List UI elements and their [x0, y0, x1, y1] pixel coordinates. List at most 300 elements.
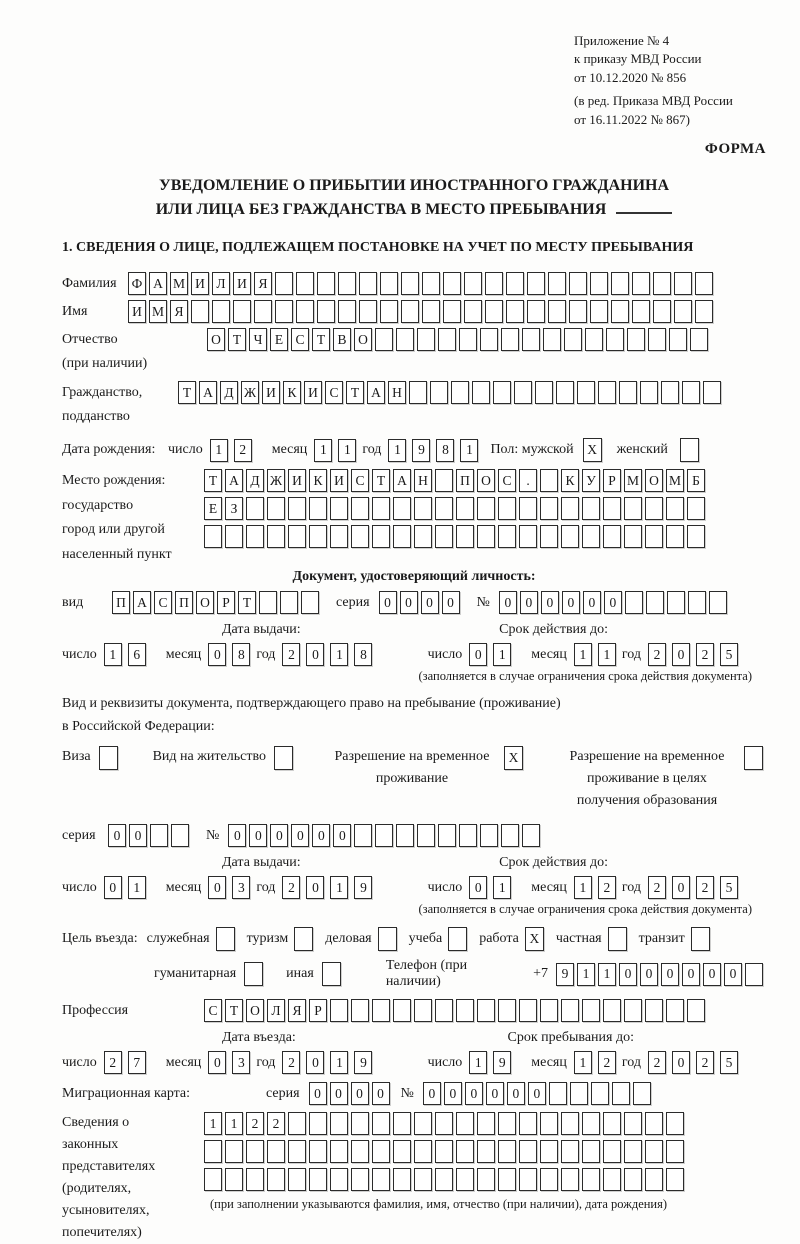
char-cell[interactable]	[401, 300, 419, 323]
char-cell[interactable]: 2	[598, 876, 616, 899]
char-cell[interactable]: 3	[232, 876, 250, 899]
char-cell[interactable]: Т	[238, 591, 256, 614]
char-cell[interactable]	[527, 300, 545, 323]
char-cell[interactable]: 0	[672, 1051, 690, 1074]
char-cell[interactable]: 2	[104, 1051, 122, 1074]
char-cell[interactable]: Ж	[241, 381, 259, 404]
char-cell[interactable]	[254, 300, 272, 323]
char-cell[interactable]	[519, 999, 537, 1022]
char-cell[interactable]	[548, 300, 566, 323]
char-cell[interactable]	[396, 824, 414, 847]
char-cell[interactable]: 0	[469, 643, 487, 666]
char-cell[interactable]	[703, 381, 721, 404]
char-cell[interactable]	[246, 1168, 264, 1191]
char-cell[interactable]	[422, 300, 440, 323]
char-cell[interactable]: 0	[208, 1051, 226, 1074]
char-cell[interactable]	[393, 497, 411, 520]
char-cell[interactable]	[414, 525, 432, 548]
char-cell[interactable]	[171, 824, 189, 847]
char-cell[interactable]: К	[561, 469, 579, 492]
char-cell[interactable]	[603, 497, 621, 520]
char-cell[interactable]	[624, 525, 642, 548]
char-cell[interactable]	[430, 381, 448, 404]
char-cell[interactable]: Т	[178, 381, 196, 404]
char-cell[interactable]: А	[133, 591, 151, 614]
char-cell[interactable]: К	[283, 381, 301, 404]
char-cell[interactable]: 0	[400, 591, 418, 614]
char-cell[interactable]: О	[354, 328, 372, 351]
char-cell[interactable]: 2	[282, 1051, 300, 1074]
char-cell[interactable]	[591, 1082, 609, 1105]
char-cell[interactable]	[585, 328, 603, 351]
char-cell[interactable]: 2	[282, 643, 300, 666]
char-cell[interactable]	[393, 999, 411, 1022]
char-cell[interactable]	[375, 824, 393, 847]
char-cell[interactable]	[414, 497, 432, 520]
char-cell[interactable]	[519, 497, 537, 520]
char-cell[interactable]: Д	[220, 381, 238, 404]
char-cell[interactable]	[582, 1140, 600, 1163]
char-cell[interactable]: 0	[486, 1082, 504, 1105]
char-cell[interactable]	[640, 381, 658, 404]
char-cell[interactable]	[687, 999, 705, 1022]
char-cell[interactable]: А	[149, 272, 167, 295]
char-cell[interactable]	[687, 497, 705, 520]
purpose-private-checkbox[interactable]	[608, 927, 627, 951]
char-cell[interactable]	[669, 328, 687, 351]
char-cell[interactable]	[288, 1112, 306, 1135]
char-cell[interactable]: 1	[574, 1051, 592, 1074]
char-cell[interactable]: 7	[128, 1051, 146, 1074]
char-cell[interactable]	[695, 300, 713, 323]
char-cell[interactable]	[646, 591, 664, 614]
char-cell[interactable]	[267, 525, 285, 548]
char-cell[interactable]: А	[225, 469, 243, 492]
char-cell[interactable]	[459, 328, 477, 351]
char-cell[interactable]: Р	[603, 469, 621, 492]
char-cell[interactable]: 0	[330, 1082, 348, 1105]
char-cell[interactable]	[519, 1140, 537, 1163]
char-cell[interactable]: 8	[232, 643, 250, 666]
char-cell[interactable]	[330, 525, 348, 548]
char-cell[interactable]	[666, 497, 684, 520]
purpose-tourism-checkbox[interactable]	[294, 927, 313, 951]
char-cell[interactable]	[661, 381, 679, 404]
char-cell[interactable]	[150, 824, 168, 847]
char-cell[interactable]	[674, 272, 692, 295]
char-cell[interactable]	[506, 300, 524, 323]
char-cell[interactable]: 0	[421, 591, 439, 614]
char-cell[interactable]	[480, 824, 498, 847]
char-cell[interactable]: С	[291, 328, 309, 351]
char-cell[interactable]	[359, 300, 377, 323]
char-cell[interactable]: 1	[388, 439, 406, 462]
char-cell[interactable]	[611, 300, 629, 323]
char-cell[interactable]	[556, 381, 574, 404]
char-cell[interactable]	[414, 1168, 432, 1191]
residence-permit-checkbox[interactable]	[274, 746, 293, 770]
char-cell[interactable]	[561, 1112, 579, 1135]
char-cell[interactable]: 5	[720, 1051, 738, 1074]
char-cell[interactable]: О	[246, 999, 264, 1022]
char-cell[interactable]	[535, 381, 553, 404]
char-cell[interactable]: 2	[696, 876, 714, 899]
char-cell[interactable]: 0	[104, 876, 122, 899]
char-cell[interactable]: 0	[129, 824, 147, 847]
char-cell[interactable]	[372, 1140, 390, 1163]
char-cell[interactable]: 1	[225, 1112, 243, 1135]
char-cell[interactable]	[603, 1140, 621, 1163]
char-cell[interactable]	[309, 525, 327, 548]
char-cell[interactable]: 0	[541, 591, 559, 614]
char-cell[interactable]	[204, 525, 222, 548]
char-cell[interactable]: 0	[640, 963, 658, 986]
char-cell[interactable]: С	[498, 469, 516, 492]
char-cell[interactable]: И	[330, 469, 348, 492]
char-cell[interactable]: 1	[128, 876, 146, 899]
char-cell[interactable]	[456, 525, 474, 548]
char-cell[interactable]	[570, 1082, 588, 1105]
char-cell[interactable]: 1	[598, 643, 616, 666]
purpose-humanitarian-checkbox[interactable]	[244, 962, 263, 986]
char-cell[interactable]	[632, 300, 650, 323]
char-cell[interactable]	[519, 1112, 537, 1135]
char-cell[interactable]	[435, 1112, 453, 1135]
char-cell[interactable]	[414, 1112, 432, 1135]
char-cell[interactable]	[246, 525, 264, 548]
char-cell[interactable]: 1	[460, 439, 478, 462]
char-cell[interactable]	[288, 1168, 306, 1191]
char-cell[interactable]: Т	[346, 381, 364, 404]
char-cell[interactable]	[443, 300, 461, 323]
char-cell[interactable]	[380, 272, 398, 295]
char-cell[interactable]: 9	[493, 1051, 511, 1074]
char-cell[interactable]	[690, 328, 708, 351]
char-cell[interactable]	[401, 272, 419, 295]
char-cell[interactable]: 0	[306, 1051, 324, 1074]
char-cell[interactable]	[477, 1168, 495, 1191]
char-cell[interactable]: 0	[499, 591, 517, 614]
char-cell[interactable]: А	[367, 381, 385, 404]
char-cell[interactable]	[301, 591, 319, 614]
char-cell[interactable]	[561, 525, 579, 548]
char-cell[interactable]	[351, 1168, 369, 1191]
char-cell[interactable]	[451, 381, 469, 404]
char-cell[interactable]	[414, 999, 432, 1022]
char-cell[interactable]	[480, 328, 498, 351]
char-cell[interactable]: 2	[696, 1051, 714, 1074]
char-cell[interactable]	[645, 1140, 663, 1163]
char-cell[interactable]	[456, 1140, 474, 1163]
char-cell[interactable]	[633, 1082, 651, 1105]
char-cell[interactable]: 2	[282, 876, 300, 899]
char-cell[interactable]	[456, 1168, 474, 1191]
char-cell[interactable]	[233, 300, 251, 323]
char-cell[interactable]	[464, 300, 482, 323]
char-cell[interactable]	[645, 1112, 663, 1135]
char-cell[interactable]	[645, 1168, 663, 1191]
char-cell[interactable]: 1	[204, 1112, 222, 1135]
purpose-other-checkbox[interactable]	[322, 962, 341, 986]
char-cell[interactable]	[396, 328, 414, 351]
char-cell[interactable]	[435, 469, 453, 492]
char-cell[interactable]: 9	[556, 963, 574, 986]
char-cell[interactable]	[582, 1112, 600, 1135]
char-cell[interactable]	[624, 497, 642, 520]
char-cell[interactable]: 2	[648, 643, 666, 666]
char-cell[interactable]: 0	[604, 591, 622, 614]
char-cell[interactable]: О	[196, 591, 214, 614]
char-cell[interactable]	[372, 525, 390, 548]
char-cell[interactable]	[393, 525, 411, 548]
char-cell[interactable]	[569, 272, 587, 295]
char-cell[interactable]: 0	[208, 876, 226, 899]
char-cell[interactable]	[372, 1168, 390, 1191]
char-cell[interactable]	[267, 497, 285, 520]
char-cell[interactable]: М	[666, 469, 684, 492]
char-cell[interactable]	[317, 272, 335, 295]
char-cell[interactable]	[666, 999, 684, 1022]
char-cell[interactable]: 0	[309, 1082, 327, 1105]
char-cell[interactable]: 1	[493, 876, 511, 899]
char-cell[interactable]	[606, 328, 624, 351]
char-cell[interactable]: 1	[577, 963, 595, 986]
char-cell[interactable]: 2	[246, 1112, 264, 1135]
temp-residence-checkbox[interactable]: X	[504, 746, 523, 770]
char-cell[interactable]	[582, 497, 600, 520]
char-cell[interactable]	[501, 328, 519, 351]
char-cell[interactable]: Т	[228, 328, 246, 351]
char-cell[interactable]	[498, 497, 516, 520]
char-cell[interactable]: 0	[372, 1082, 390, 1105]
char-cell[interactable]	[695, 272, 713, 295]
char-cell[interactable]: И	[304, 381, 322, 404]
char-cell[interactable]	[648, 328, 666, 351]
char-cell[interactable]	[456, 497, 474, 520]
char-cell[interactable]	[519, 525, 537, 548]
char-cell[interactable]: 0	[562, 591, 580, 614]
char-cell[interactable]	[603, 1112, 621, 1135]
char-cell[interactable]: И	[262, 381, 280, 404]
char-cell[interactable]: Ж	[267, 469, 285, 492]
char-cell[interactable]	[674, 300, 692, 323]
char-cell[interactable]	[477, 525, 495, 548]
char-cell[interactable]: 0	[469, 876, 487, 899]
char-cell[interactable]	[246, 497, 264, 520]
char-cell[interactable]: 0	[306, 643, 324, 666]
char-cell[interactable]	[682, 381, 700, 404]
char-cell[interactable]	[493, 381, 511, 404]
char-cell[interactable]	[472, 381, 490, 404]
char-cell[interactable]	[485, 272, 503, 295]
char-cell[interactable]	[191, 300, 209, 323]
char-cell[interactable]: 9	[412, 439, 430, 462]
char-cell[interactable]	[459, 824, 477, 847]
char-cell[interactable]	[330, 1140, 348, 1163]
char-cell[interactable]	[309, 1168, 327, 1191]
char-cell[interactable]	[582, 999, 600, 1022]
purpose-transit-checkbox[interactable]	[691, 927, 710, 951]
char-cell[interactable]: 9	[354, 1051, 372, 1074]
char-cell[interactable]	[212, 300, 230, 323]
char-cell[interactable]	[645, 999, 663, 1022]
char-cell[interactable]	[330, 999, 348, 1022]
char-cell[interactable]	[354, 824, 372, 847]
char-cell[interactable]	[309, 1112, 327, 1135]
char-cell[interactable]: 0	[442, 591, 460, 614]
char-cell[interactable]	[709, 591, 727, 614]
char-cell[interactable]	[485, 300, 503, 323]
char-cell[interactable]	[267, 1140, 285, 1163]
char-cell[interactable]: Е	[270, 328, 288, 351]
char-cell[interactable]: 0	[306, 876, 324, 899]
char-cell[interactable]: Л	[267, 999, 285, 1022]
char-cell[interactable]	[351, 497, 369, 520]
char-cell[interactable]	[225, 525, 243, 548]
char-cell[interactable]	[653, 300, 671, 323]
char-cell[interactable]	[582, 1168, 600, 1191]
char-cell[interactable]: М	[149, 300, 167, 323]
char-cell[interactable]	[288, 1140, 306, 1163]
char-cell[interactable]	[498, 1112, 516, 1135]
char-cell[interactable]: М	[624, 469, 642, 492]
char-cell[interactable]: Т	[372, 469, 390, 492]
char-cell[interactable]	[561, 497, 579, 520]
char-cell[interactable]: .	[519, 469, 537, 492]
char-cell[interactable]: 1	[493, 643, 511, 666]
char-cell[interactable]	[309, 497, 327, 520]
purpose-work-checkbox[interactable]: X	[525, 927, 544, 951]
char-cell[interactable]	[477, 999, 495, 1022]
char-cell[interactable]: И	[288, 469, 306, 492]
char-cell[interactable]: 0	[423, 1082, 441, 1105]
char-cell[interactable]	[317, 300, 335, 323]
char-cell[interactable]	[540, 1112, 558, 1135]
char-cell[interactable]	[330, 497, 348, 520]
char-cell[interactable]: 1	[330, 876, 348, 899]
char-cell[interactable]	[296, 300, 314, 323]
char-cell[interactable]: 0	[520, 591, 538, 614]
char-cell[interactable]	[288, 497, 306, 520]
char-cell[interactable]	[393, 1140, 411, 1163]
char-cell[interactable]: Л	[212, 272, 230, 295]
char-cell[interactable]	[625, 591, 643, 614]
char-cell[interactable]	[514, 381, 532, 404]
char-cell[interactable]: 0	[208, 643, 226, 666]
char-cell[interactable]	[577, 381, 595, 404]
char-cell[interactable]	[351, 1112, 369, 1135]
char-cell[interactable]	[288, 525, 306, 548]
char-cell[interactable]	[275, 300, 293, 323]
char-cell[interactable]	[225, 1168, 243, 1191]
char-cell[interactable]: Ч	[249, 328, 267, 351]
char-cell[interactable]: 0	[291, 824, 309, 847]
char-cell[interactable]	[745, 963, 763, 986]
char-cell[interactable]	[351, 1140, 369, 1163]
char-cell[interactable]: 2	[648, 876, 666, 899]
char-cell[interactable]	[351, 999, 369, 1022]
char-cell[interactable]	[666, 525, 684, 548]
char-cell[interactable]: Т	[204, 469, 222, 492]
purpose-business-checkbox[interactable]	[378, 927, 397, 951]
char-cell[interactable]	[590, 300, 608, 323]
char-cell[interactable]: П	[112, 591, 130, 614]
char-cell[interactable]	[477, 1140, 495, 1163]
char-cell[interactable]	[543, 328, 561, 351]
char-cell[interactable]	[611, 272, 629, 295]
temp-residence-education-checkbox[interactable]	[744, 746, 763, 770]
char-cell[interactable]: Б	[687, 469, 705, 492]
char-cell[interactable]	[498, 1168, 516, 1191]
char-cell[interactable]: 0	[724, 963, 742, 986]
char-cell[interactable]	[372, 1112, 390, 1135]
char-cell[interactable]	[372, 497, 390, 520]
char-cell[interactable]: 0	[444, 1082, 462, 1105]
char-cell[interactable]	[477, 497, 495, 520]
char-cell[interactable]: 1	[314, 439, 332, 462]
char-cell[interactable]	[498, 1140, 516, 1163]
char-cell[interactable]	[330, 1168, 348, 1191]
char-cell[interactable]	[438, 328, 456, 351]
char-cell[interactable]: 5	[720, 643, 738, 666]
char-cell[interactable]: 0	[379, 591, 397, 614]
char-cell[interactable]: Я	[288, 999, 306, 1022]
char-cell[interactable]: Р	[309, 999, 327, 1022]
char-cell[interactable]	[582, 525, 600, 548]
char-cell[interactable]: 2	[598, 1051, 616, 1074]
char-cell[interactable]: Я	[170, 300, 188, 323]
char-cell[interactable]	[548, 272, 566, 295]
char-cell[interactable]	[506, 272, 524, 295]
char-cell[interactable]	[501, 824, 519, 847]
char-cell[interactable]	[519, 1168, 537, 1191]
char-cell[interactable]: 0	[672, 876, 690, 899]
char-cell[interactable]	[645, 497, 663, 520]
char-cell[interactable]	[540, 1168, 558, 1191]
char-cell[interactable]	[687, 525, 705, 548]
char-cell[interactable]	[569, 300, 587, 323]
char-cell[interactable]: 0	[312, 824, 330, 847]
char-cell[interactable]: Е	[204, 497, 222, 520]
char-cell[interactable]: Н	[388, 381, 406, 404]
char-cell[interactable]: 8	[436, 439, 454, 462]
char-cell[interactable]: О	[477, 469, 495, 492]
sex-male-checkbox[interactable]: X	[583, 438, 602, 462]
char-cell[interactable]: 2	[267, 1112, 285, 1135]
char-cell[interactable]: 0	[507, 1082, 525, 1105]
char-cell[interactable]	[435, 1168, 453, 1191]
char-cell[interactable]	[603, 525, 621, 548]
char-cell[interactable]	[393, 1168, 411, 1191]
char-cell[interactable]	[422, 272, 440, 295]
char-cell[interactable]: П	[175, 591, 193, 614]
char-cell[interactable]	[598, 381, 616, 404]
char-cell[interactable]	[372, 999, 390, 1022]
char-cell[interactable]	[280, 591, 298, 614]
char-cell[interactable]	[296, 272, 314, 295]
char-cell[interactable]: 1	[574, 876, 592, 899]
char-cell[interactable]	[624, 1168, 642, 1191]
char-cell[interactable]	[417, 824, 435, 847]
char-cell[interactable]	[688, 591, 706, 614]
char-cell[interactable]	[612, 1082, 630, 1105]
char-cell[interactable]	[667, 591, 685, 614]
char-cell[interactable]: 1	[469, 1051, 487, 1074]
char-cell[interactable]	[351, 525, 369, 548]
char-cell[interactable]	[435, 497, 453, 520]
char-cell[interactable]: 0	[682, 963, 700, 986]
char-cell[interactable]	[409, 381, 427, 404]
